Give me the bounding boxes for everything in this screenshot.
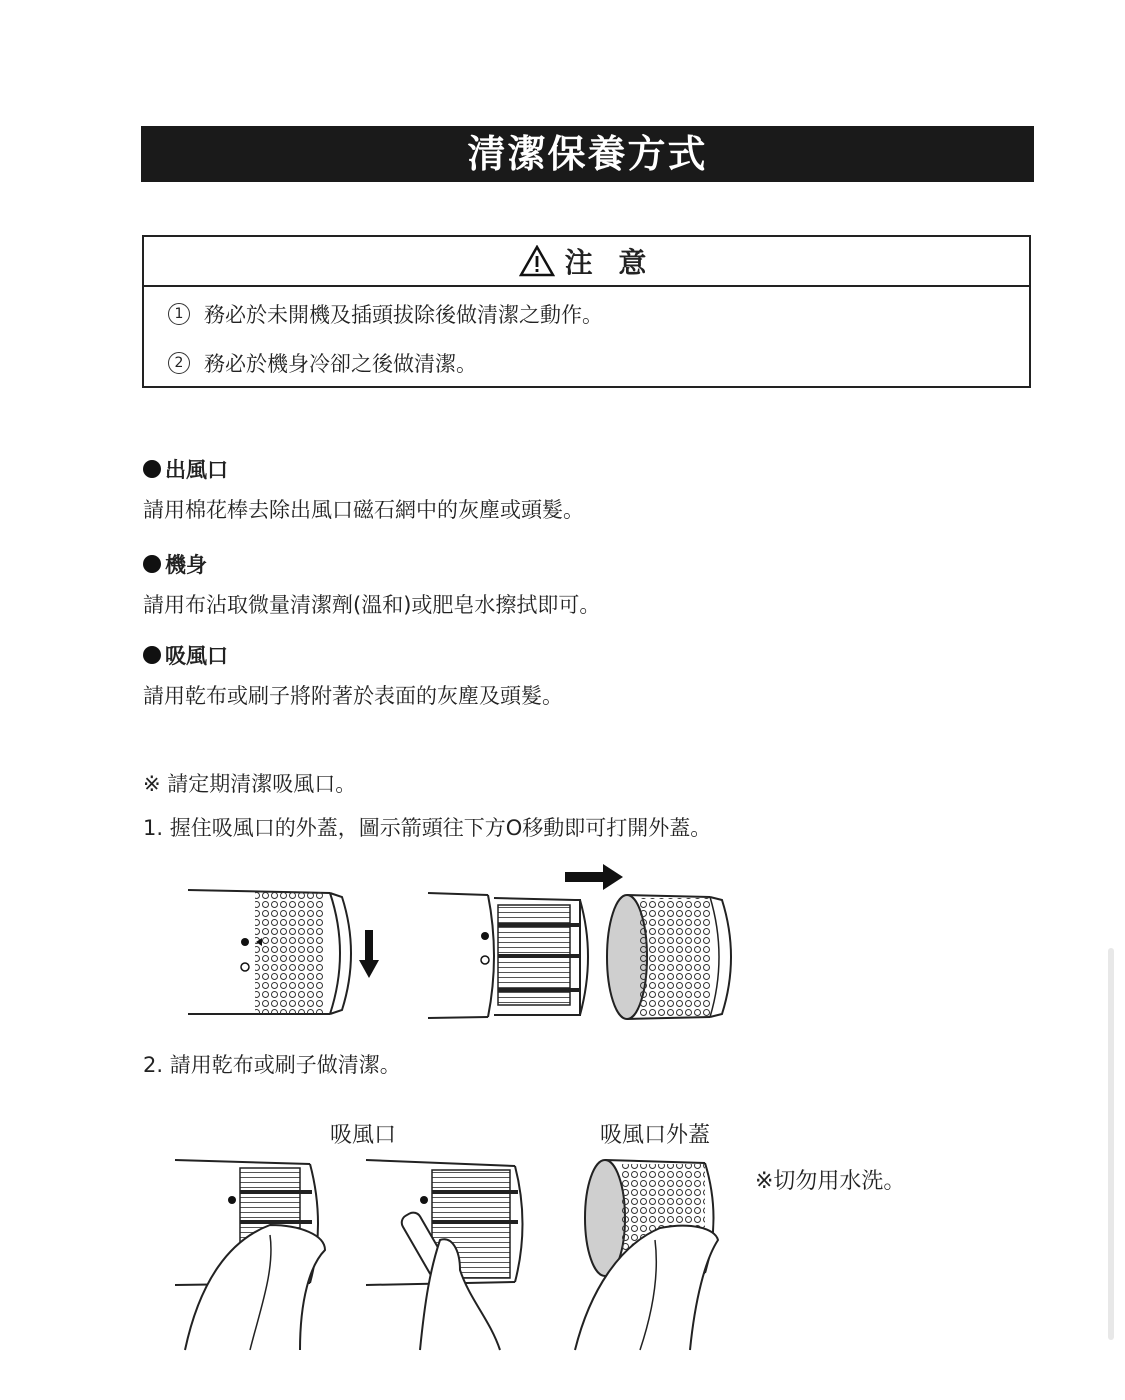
regular-cleaning-note: ※ 請定期清潔吸風口。 — [143, 772, 357, 796]
page-title: 清潔保養方式 — [141, 126, 1034, 182]
unlock-dot-icon — [241, 963, 249, 971]
cleaning-cover-with-cloth — [575, 1160, 718, 1350]
section-heading-text: 機身 — [165, 553, 207, 577]
intake-label: 吸風口 — [330, 1123, 397, 1148]
section-heading-text: 出風口 — [165, 458, 228, 482]
intake-cover-label: 吸風口外蓋 — [600, 1123, 711, 1148]
arrow-down-icon — [359, 930, 379, 978]
dryer-body-open — [428, 893, 588, 1018]
section-body-intake: 請用乾布或刷子將附著於表面的灰塵及頭髮。 — [143, 684, 563, 708]
section-body-body: 請用布沾取微量清潔劑(溫和)或肥皂水擦拭即可。 — [143, 593, 601, 617]
number-badge: 1 — [168, 303, 190, 325]
step-1-text: 1. 握住吸風口的外蓋，圖示箭頭往下方O移動即可打開外蓋。 — [143, 816, 712, 840]
no-water-warning: ※切勿用水洗。 — [755, 1169, 906, 1194]
cleaning-intake-with-brush — [366, 1160, 523, 1350]
lock-dot-icon — [241, 938, 249, 946]
dryer-body-closed — [188, 890, 351, 1014]
caution-text: 務必於機身冷卻之後做清潔。 — [204, 352, 477, 376]
cleaning-intake-with-cloth — [175, 1160, 325, 1350]
arrow-right-icon — [565, 864, 623, 890]
caution-text: 務必於未開機及插頭拔除後做清潔之動作。 — [204, 303, 603, 327]
section-heading-text: 吸風口 — [165, 644, 228, 668]
section-body-outlet: 請用棉花棒去除出風口磁石網中的灰塵或頭髮。 — [143, 498, 584, 522]
scrollbar[interactable] — [1108, 948, 1114, 1340]
number-badge: 2 — [168, 352, 190, 374]
intake-cover — [607, 895, 731, 1019]
caution-heading: 注 意 — [564, 246, 655, 279]
step-2-text: 2. 請用乾布或刷子做清潔。 — [143, 1053, 401, 1077]
